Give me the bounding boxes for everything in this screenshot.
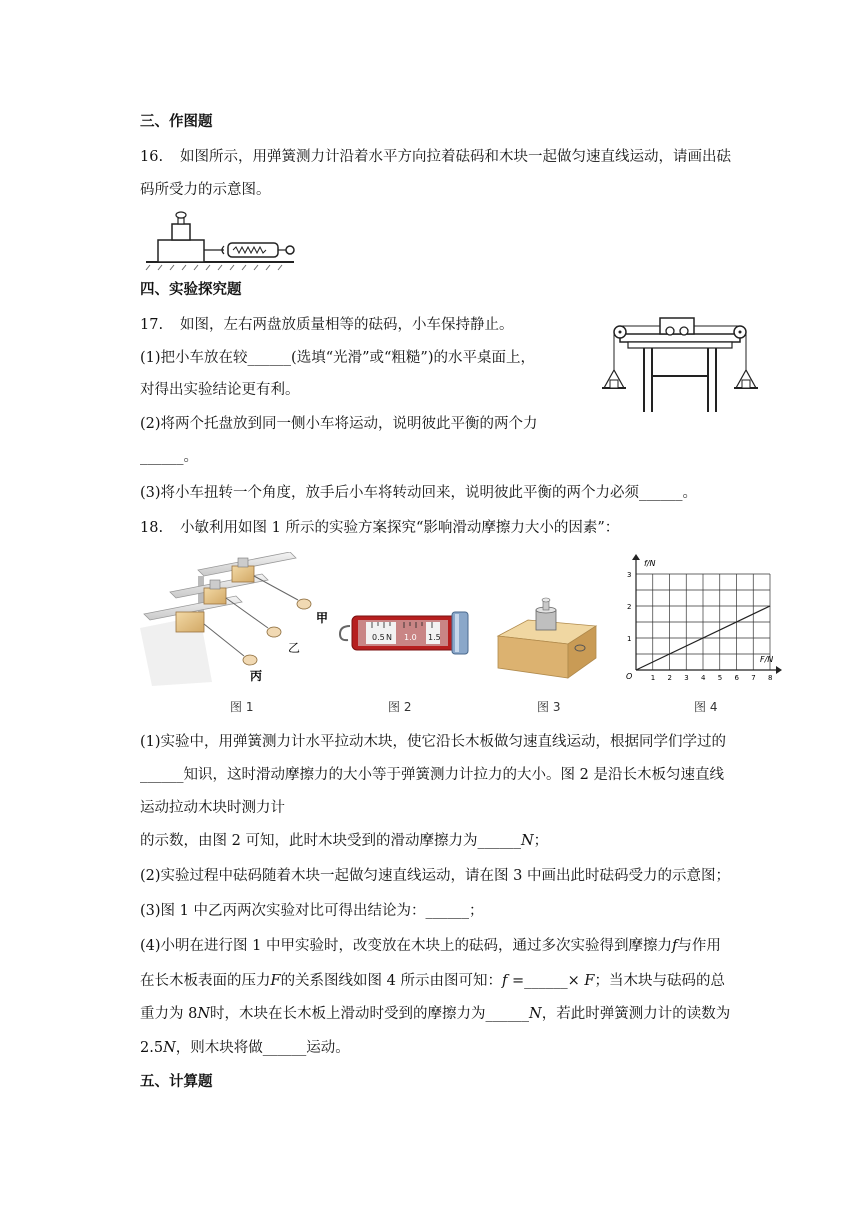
section-heading-3: 三、作图题 [140,114,213,130]
y-tick-label: 1 [627,635,632,643]
q18-part1-d [140,831,548,851]
y-tick-label: 2 [627,603,632,611]
caption-figure-1: 图 1 [230,700,254,714]
q18-equation: f =______× F [502,973,595,989]
var-f: f [671,938,678,954]
caption-figure-4: 图 4 [694,700,718,714]
chart-x-label: F/N [760,655,774,664]
x-tick-label: 3 [684,674,689,682]
chart-y-arrow [632,554,640,560]
q18-part4-a-text: (4)小明在进行图 1 中甲实验时，改变放在木块上的砝码，通过多次实验得到摩擦力 [140,938,672,954]
q16-number: 16. [140,149,164,165]
q17-part2-a: (2)将两个托盘放到同一侧小车将运动，说明彼此平衡的两个力 [140,416,538,432]
x-tick-label: 8 [768,674,773,682]
x-tick-label: 2 [667,674,672,682]
q16-line-1 [140,147,731,167]
unit-n-2: N [197,1006,211,1022]
q18-figure-1 [140,552,340,686]
q17-line-intro [140,315,514,335]
q18-part4-b-mid: 的关系图线如图 4 所示由图可知： [280,973,503,989]
label-jia: 甲 [316,611,329,625]
caption-figure-3: 图 3 [537,700,561,714]
section-heading-4: 四、实验探究题 [140,282,242,298]
unit-n-3: N [529,1006,542,1022]
q18-part1-c: 运动拉动木块时测力计 [140,800,285,816]
caption-figure-2: 图 2 [388,700,412,714]
x-tick-label: 4 [701,674,706,682]
q18-part1-a: (1)实验中，用弹簧测力计水平拉动木块，使它沿长木板做匀速直线运动，根据同学们学过的 [140,734,727,750]
q18-part4-a [140,936,721,956]
q18-figure-2 [334,604,474,660]
x-tick-label: 5 [717,674,723,682]
q17-part1-a: (1)把小车放在较______(选填“光滑”或“粗糙”)的水平桌面上， [140,350,536,366]
chart-y-label: f/N [644,559,656,568]
chart-x-arrow [776,666,782,674]
label-yi: 乙 [288,641,301,655]
q18-part4-d [140,1038,350,1058]
spring-mark-0-5: 0.5 [372,633,385,642]
q18-line-intro [140,518,619,538]
q18-part4-b-text: 在长木板表面的压力 [140,973,271,989]
q17-number: 17. [140,317,164,333]
q18-part1-b: ______知识，这时滑动摩擦力的大小等于弹簧测力计拉力的大小。图 2 是沿长木板匀速直线 [140,767,724,783]
chart-ticks [627,571,772,682]
q18-part4-d-text: 2.5 [140,1040,164,1056]
x-tick-label: 1 [650,674,656,682]
q17-intro: 如图，左右两盘放质量相等的砝码，小车保持静止。 [180,317,514,333]
q18-figure-3 [492,596,602,686]
y-tick-label: 3 [627,571,632,579]
q18-figure-4-chart [614,552,784,688]
spring-mark-1-0: 1.0 [404,633,417,642]
q17-figure [598,312,770,416]
spring-mark-1-5: 1.5 [428,633,441,642]
q18-part4-b [140,971,725,991]
chart-origin-label: O [626,672,633,681]
q18-part4-c-end: ，若此时弹簧测力计的读数为 [541,1006,731,1022]
q18-intro: 小敏利用如图 1 所示的实验方案探究“影响滑动摩擦力大小的因素”： [180,520,620,536]
q17-part1-b: 对得出实验结论更有利。 [140,382,300,398]
x-tick-label: 6 [734,674,739,682]
chart-grid [636,574,770,670]
q16-text-2: 码所受力的示意图。 [140,182,271,198]
q16-figure [140,206,300,272]
q17-part2-b: ______。 [140,449,198,465]
spring-mark-unit: N [386,633,392,642]
q18-number: 18. [140,520,164,536]
q18-part4-b-end: ；当木块与砝码的总 [594,973,725,989]
section-heading-5: 五、计算题 [140,1074,213,1090]
q18-part3: (3)图 1 中乙丙两次实验对比可得出结论为：______； [140,903,484,919]
q18-part1-d-end: ； [533,833,549,849]
unit-n-4: N [163,1040,176,1056]
q18-part4-c-mid: 时，木块在长木板上滑动时受到的摩擦力为______ [210,1006,530,1022]
q18-part4-c-text: 重力为 8 [140,1006,198,1022]
unit-n-1: N [520,833,534,849]
q18-part1-d-text: 的示数，由图 2 可知，此时木块受到的滑动摩擦力为______ [140,833,521,849]
x-tick-label: 7 [751,674,756,682]
q17-part3: (3)将小车扭转一个角度，放手后小车将转动回来，说明彼此平衡的两个力必须______。 [140,485,698,501]
var-F: F [270,973,281,989]
q18-part4-d-end: ，则木块将做______运动。 [175,1040,350,1056]
q18-part4-a-end: 与作用 [677,938,721,954]
q18-part4-c [140,1004,730,1024]
label-bing: 丙 [250,669,263,683]
q18-part2: (2)实验过程中砝码随着木块一起做匀速直线运动，请在图 3 中画出此时砝码受力的示意图； [140,868,730,884]
q16-text-1: 如图所示，用弹簧测力计沿着水平方向拉着砝码和木块一起做匀速直线运动，请画出砝 [180,149,731,165]
